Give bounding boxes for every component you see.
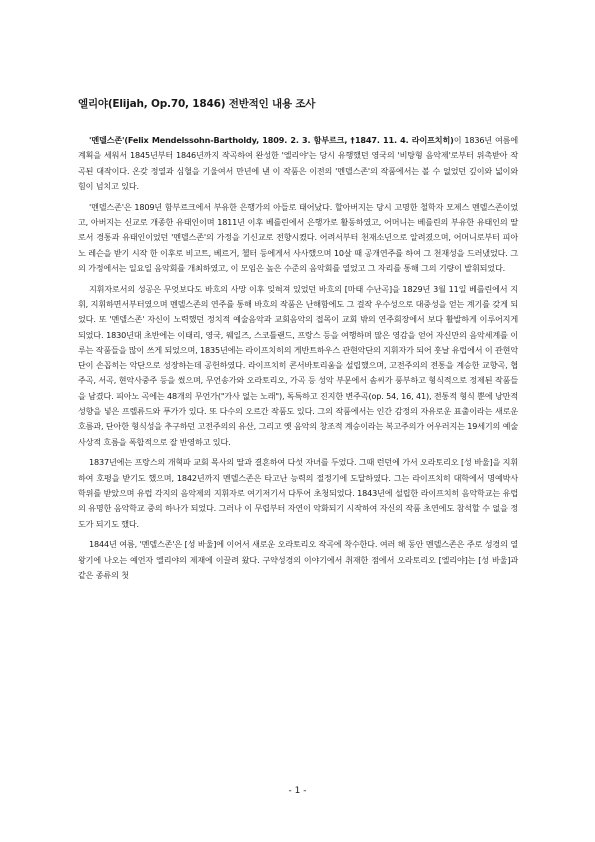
paragraph-4 <box>78 455 518 531</box>
paragraph-3 <box>78 282 518 450</box>
paragraph-text: 1844년 여름, '멘델스존'은 [성 바울]에 이어서 새로운 오라토리오 작곡에 착수한다. 여러 해 동안 멘델스존은 주로 성경의 열왕기에 나오는 예언자 엘리야의 제재에 이끌려 왔다. 구약성경의 이야기에서 취재한 점에서 오라토리오 [엘리야]는 [성 바울]과 같은 종류의 첫 <box>78 539 518 581</box>
paragraph-1 <box>78 133 518 194</box>
paragraph-text: 지휘자로서의 성공은 무엇보다도 바흐의 사망 이후 잊혀져 있었던 바흐의 [마태 수난곡]을 1829년 3월 11일 베를린에서 지휘, 지휘하면서부터였으며 멘델스존의 연주를 통해 바흐의 작품은 난해함에도 그 걸작 우수성으로 대중성을 얻는 계기를 갖게 되었다. 또 '멘델스존' 자신이 노력했던 정치적 예술음악과 교회음악의 접목이 교회 밖의 연주회장에서 보다 활발하게 이루어지게 되었다. 1830년대 초반에는 이태리, 영국, 웨일즈, 스코틀랜드, 프랑스 등을 여행하며 많은 영감을 얻어 자신만의 음악세계를 이루는 작품들을 많이 쓰게 되었으며, 1835년에는 라이프치히의 게반트하우스 관현악단의 지휘자가 되어 훗날 유럽에서 이 관현악단이 손꼽히는 악단으로 성장하는데 공헌하였다. 라이프치히 콘서바토리움을 설립했으며, 고전주의의 전통을 계승한 교향곡, 협주곡, 서곡, 현악사중주 등을 썼으며, 무언송가와 오라토리오, 가곡 등 성악 부문에서 솜씨가 풍부하고 형식적으로 정제된 작품들을 남겼다. 피아노 곡에는 48개의 무언가("가사 없는 노래"), 독특하고 진지한 변주곡(op. 54, 16, 41), 전통적 형식 뿐에 낭만적 성향을 넣은 프렐류드와 푸가가 있다. 또 다수의 오르간 작품도 있다. 그의 작품에서는 인간 감정의 자유로운 표출이라는 새로운 호름과, 단아한 형식성을 추구하던 고전주의의 유산, 그리고 옛 음악의 창조적 계승이라는 복고주의가 어우러지는 19세기의 예술 사상적 흐름을 폭합적으로 잘 반영하고 있다. <box>78 283 518 447</box>
paragraph-text: '멘델스존'은 1809년 함부르크에서 부유한 은행가의 아들로 태어났다. 할아버지는 당시 고명한 철학자 모제스 멘델스존이었고, 아버지는 신교로 개종한 유태인이며 1811년 이후 베를린에서 은행가로 활동하였고, 어머니는 베를린의 부유한 유태인의 딸로서 경통과 유태인이었던 '멘델스존'의 가정을 기신교로 전향시켰다. 어려서부터 천재소년으로 알려졌으며, 어머니로부터 피아노 레슨을 받기 시작 한 이후로 비고트, 베르거, 첼터 등에게서 사사했으며 10살 때 공개연주를 하여 그 천재성을 드러냈었다. 그의 가정에서는 일요일 음악회를 개최하였고, 이 모임은 높은 수준의 음악회를 열었고 그 자리를 통해 그의 기량이 발휘되었다. <box>78 201 518 273</box>
paragraph-5 <box>78 537 518 583</box>
paragraph-text: 이 1836년 여름에 계획을 세워서 1845년부터 1846년까지 작곡하여 완성한 '엘리야'는 당시 유행했던 영국의 '비탕형 음악제'로부터 위촉받아 작곡된 대작이다. 온갖 정열과 심혈을 기울여서 만년에 낸 이 작품은 이전의 '멘델스존'의 작품에서는 볼 수 없었던 깊이와 넓이와 힘이 넘치고 있다. <box>78 135 519 191</box>
paragraph-2 <box>78 200 518 276</box>
paragraph-lead: '멘델스존'(Felix Mendelssohn-Bartholdy, 1809. 2. 3. 함부르크, †1847. 11. 4. 라이프치히) <box>89 135 454 145</box>
document-title: 엘리야(Elijah, Op.70, 1846) 전반적인 내용 조사 <box>78 98 316 110</box>
paragraph-text: 1837년에는 프랑스의 개혁파 교회 목사의 딸과 결혼하여 다섯 자녀를 두었다. 그때 런던에 가서 오라토리오 [성 바울]을 지휘하여 호평을 받기도 했으며, 1842년까지 멘델스존은 타고난 능력의 절정기에 도달하였다. 그는 라이프치히 대학에서 명예박사 학위를 받았으며 유럽 각지의 음악제의 지휘자로 여기저기서 다투어 초청되었다. 1843년에 설립한 라이프치히 음악학교는 유럽의 유명한 음악학교 중의 하나가 되었다. 그러나 이 무렵부터 자연이 악화되기 시작하여 자신의 작품 초연에도 참석할 수 없을 정도가 되기도 했다. <box>78 457 518 529</box>
page-number: - 1 - <box>288 786 307 796</box>
document-body <box>78 133 518 589</box>
